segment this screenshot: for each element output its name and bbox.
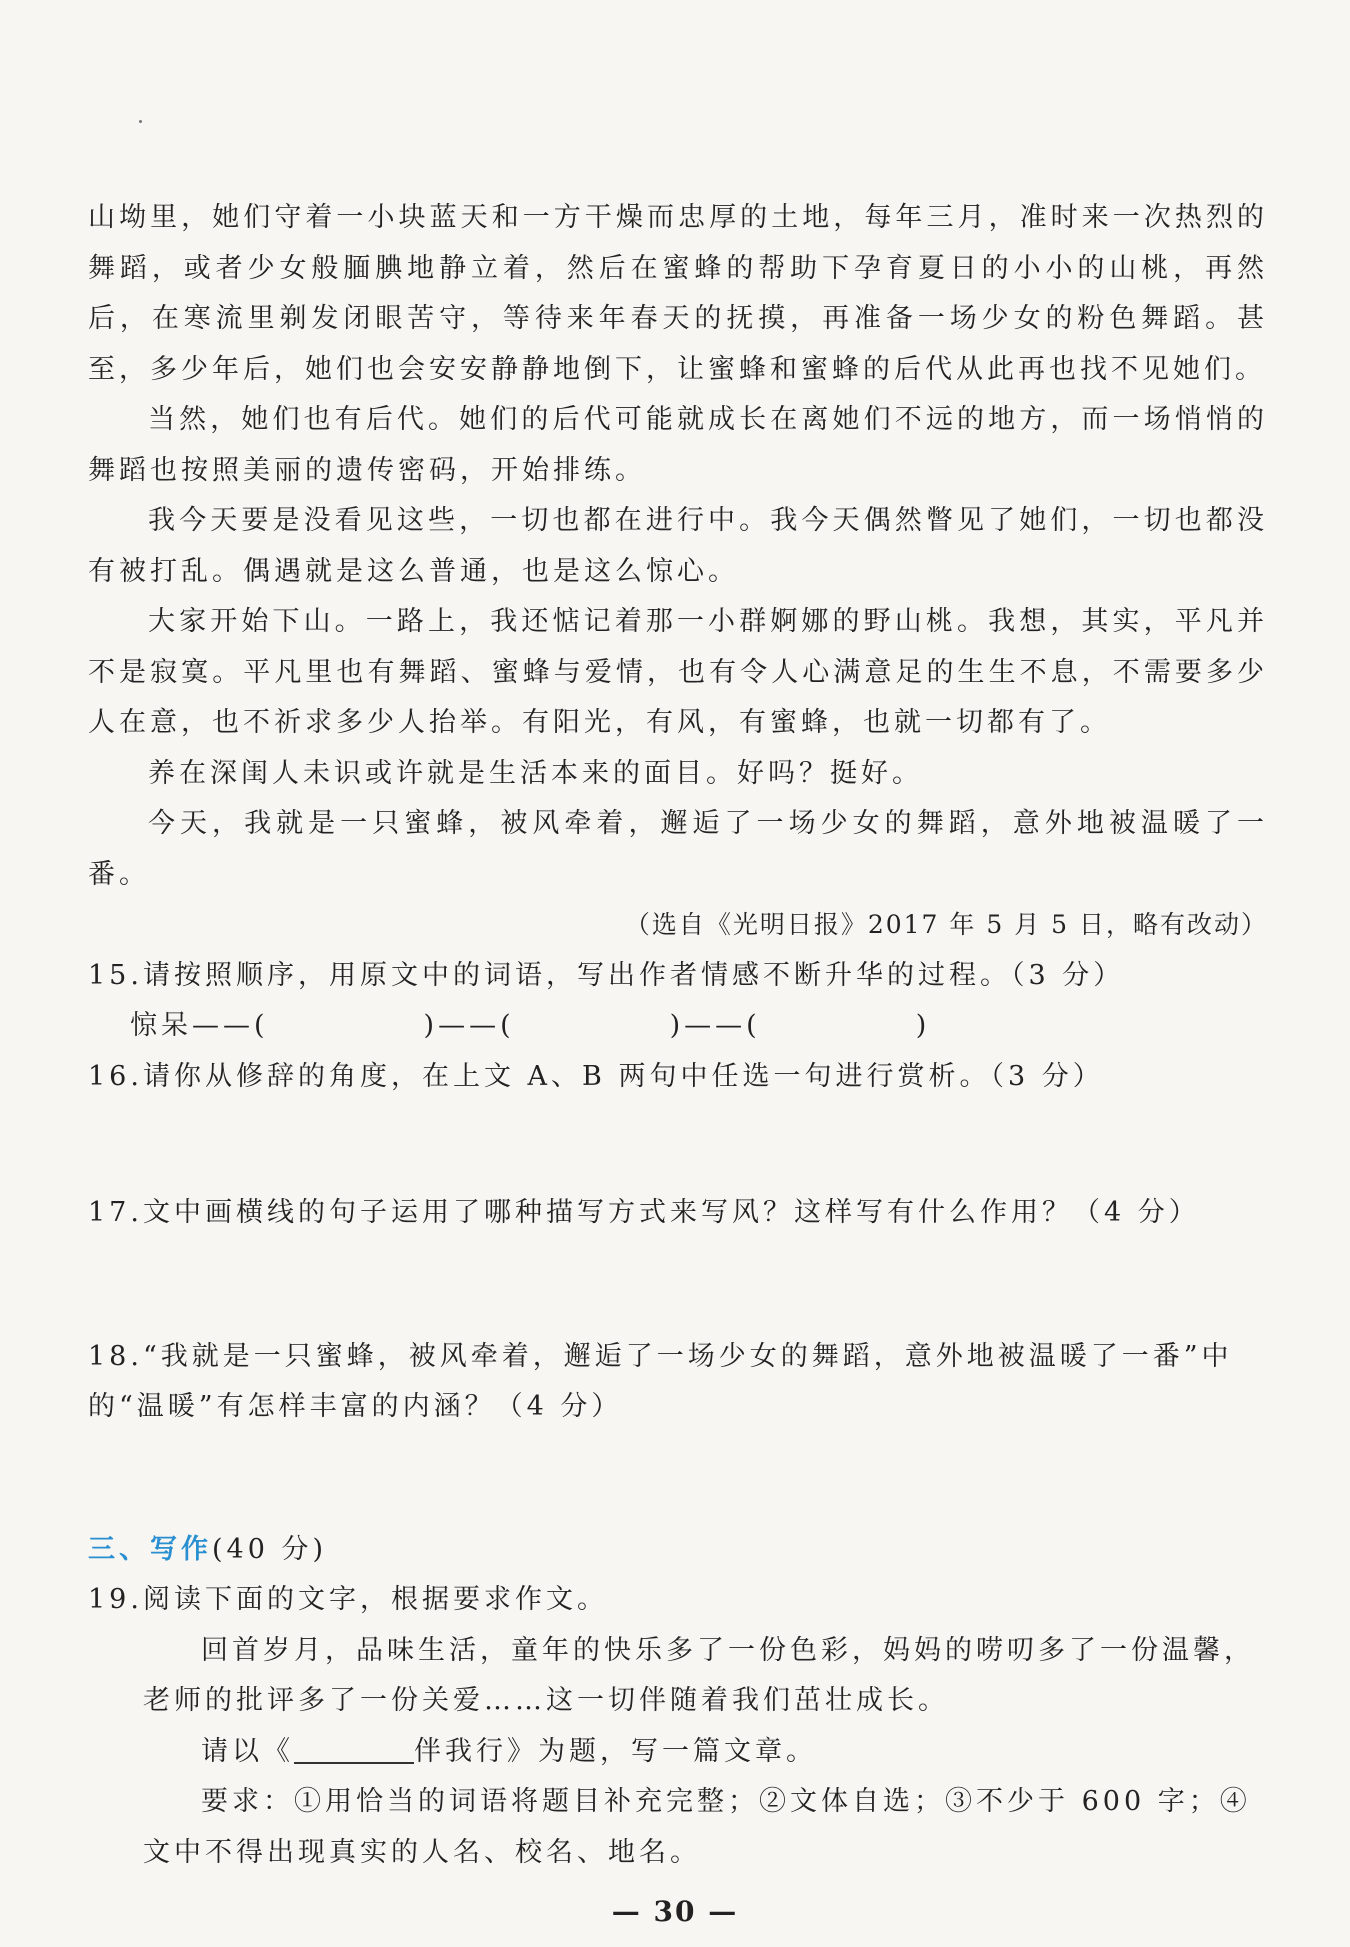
answer-space-18[interactable] — [88, 1433, 1268, 1525]
passage-paragraph-3: 我今天要是没看见这些，一切也都在进行中。我今天偶然瞥见了她们，一切也都没有被打乱。偶遇就是这么普通，也是这么惊心。 — [88, 505, 1268, 587]
passage-paragraph-5: 养在深闺人未识或许就是生活本来的面目。好吗？挺好。 — [148, 757, 923, 789]
passage-paragraph-1: 山坳里，她们守着一小块蓝天和一方干燥而忠厚的土地，每年三月，准时来一次热烈的舞蹈，或者少女般腼腆地静立着，然后在蜜蜂的帮助下孕育夏日的小小的山桃，再然后，在寒流里剃发闭眼苦守，等待来年春天的抚摸，再准备一场少女的粉色舞蹈。甚至，多少年后，她们也会安安静静地倒下，让蜜蜂和蜜蜂的后代从此再也找不见她们。 — [88, 202, 1268, 385]
writing-section-score: (40 分) — [212, 1533, 328, 1565]
answer-space-17[interactable] — [88, 1239, 1268, 1332]
scan-speck — [139, 120, 142, 123]
passage-paragraph-4: 大家开始下山。一路上，我还惦记着那一小群婀娜的野山桃。我想，其实，平凡并不是寂寞。平凡里也有舞蹈、蜜蜂与爱情，也有令人心满意足的生生不息，不需要多少人在意，也不祈求多少人抬举。有阳光，有风，有蜜蜂，也就一切都有了。 — [88, 606, 1268, 738]
answer-space-16[interactable] — [88, 1102, 1268, 1188]
essay-requirements: 要求：①用恰当的词语将题目补充完整；②文体自选；③不少于 600 字；④文中不得出现真实的人名、校名、地名。 — [143, 1786, 1251, 1868]
page-content — [88, 193, 1268, 1878]
question-16: 16.请你从修辞的角度，在上文 A、B 两句中任选一句进行赏析。（3 分） — [88, 1060, 1104, 1092]
page-number: — 30 — — [611, 1895, 739, 1928]
question-15: 15.请按照顺序，用原文中的词语，写出作者情感不断升华的过程。（3 分） — [88, 959, 1125, 991]
essay-prompt-text: 回首岁月，品味生活，童年的快乐多了一份色彩，妈妈的唠叨多了一份温馨，老师的批评多了一份关爱……这一切伴随着我们茁壮成长。 — [143, 1634, 1255, 1716]
question-17: 17.文中画横线的句子运用了哪种描写方式来写风？这样写有什么作用？（4 分） — [88, 1197, 1200, 1228]
passage-paragraph-2: 当然，她们也有后代。她们的后代可能就成长在离她们不远的地方，而一场悄悄的舞蹈也按照美丽的遗传密码，开始排练。 — [88, 404, 1268, 486]
passage-paragraph-6: 今天，我就是一只蜜蜂，被风牵着，邂逅了一场少女的舞蹈，意外地被温暖了一番。 — [88, 808, 1268, 890]
q15-mid-1: )——( — [423, 1010, 515, 1041]
essay-title-blank[interactable] — [294, 1734, 414, 1764]
writing-section-label: 三、写作 — [88, 1533, 212, 1565]
passage-source: （选自《光明日报》2017 年 5 月 5 日，略有改动） — [624, 910, 1268, 939]
q15-start: 惊呆——( — [130, 1010, 269, 1041]
question-15-answer-line — [88, 1001, 1268, 1052]
essay-title-after: 伴我行》为题，写一篇文章。 — [414, 1735, 817, 1767]
q15-mid-2: )——( — [669, 1010, 761, 1041]
essay-prompt — [88, 1626, 1268, 1879]
essay-title-instruction — [143, 1727, 1268, 1778]
essay-title-before: 请以《 — [201, 1735, 294, 1767]
writing-section-title — [88, 1525, 1268, 1576]
question-19: 19.阅读下面的文字，根据要求作文。 — [88, 1584, 608, 1615]
question-18: 18.“我就是一只蜜蜂，被风牵着，邂逅了一场少女的舞蹈，意外地被温暖了一番”中的“温暖”有怎样丰富的内涵？（4 分） — [88, 1340, 1233, 1422]
q15-end: ) — [915, 1010, 931, 1041]
